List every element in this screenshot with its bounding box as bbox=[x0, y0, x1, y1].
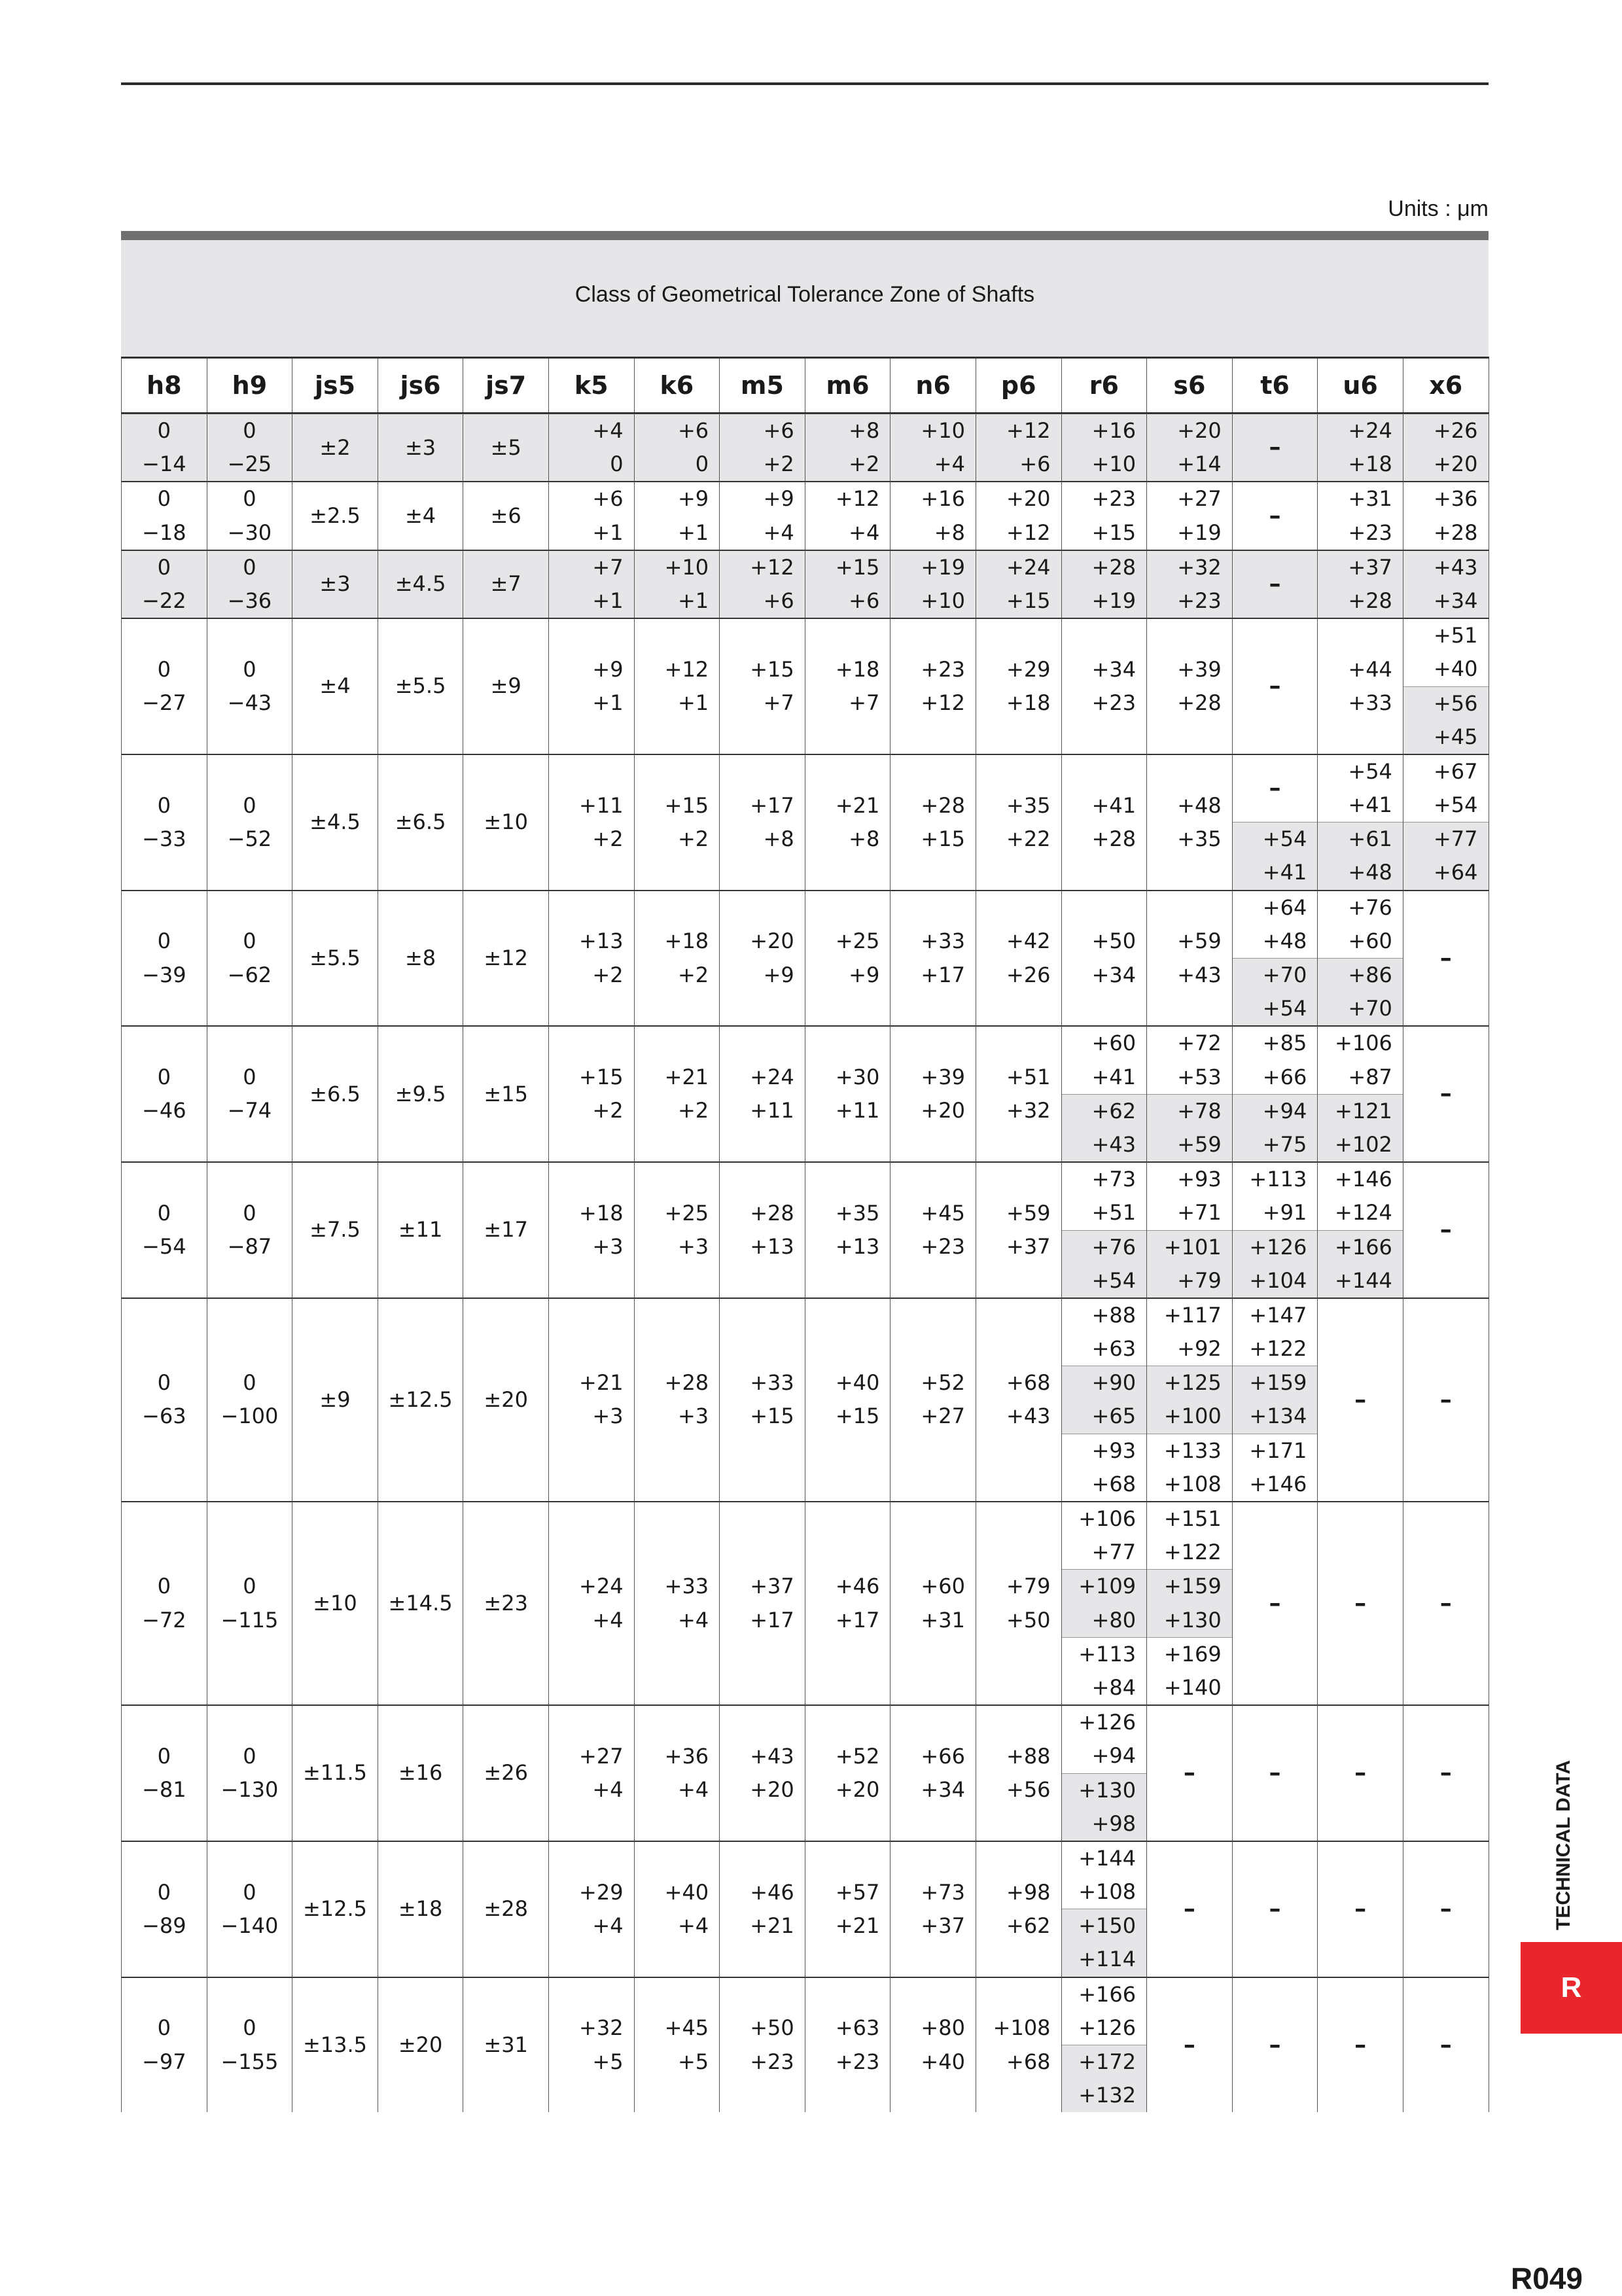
cell-h9: 0 −87 bbox=[207, 1162, 292, 1298]
cell-k5: +7 +1 bbox=[548, 550, 634, 618]
cell-n6: +66 +34 bbox=[890, 1705, 976, 1841]
cell-t6: +159 +134 bbox=[1232, 1366, 1318, 1434]
cell-r6: +34 +23 bbox=[1061, 618, 1147, 754]
cell-n6: +73 +37 bbox=[890, 1841, 976, 1977]
cell-p6: +42 +26 bbox=[976, 891, 1061, 1027]
cell-m5: +6 +2 bbox=[720, 414, 805, 482]
cell-u6: +166 +144 bbox=[1318, 1230, 1403, 1298]
cell-p6: +35 +22 bbox=[976, 754, 1061, 891]
cell-js7: ±15 bbox=[463, 1026, 549, 1162]
cell-m6: +30 +11 bbox=[805, 1026, 890, 1162]
cell-s6: +20 +14 bbox=[1147, 414, 1233, 482]
cell-h8: 0 −89 bbox=[122, 1841, 207, 1977]
header-t6: t6 bbox=[1232, 358, 1318, 414]
cell-h9: 0 −36 bbox=[207, 550, 292, 618]
cell-k5: +32 +5 bbox=[548, 1977, 634, 2113]
cell-n6: +23 +12 bbox=[890, 618, 976, 754]
cell-r6: +144 +108 bbox=[1061, 1841, 1147, 1909]
cell-n6: +52 +27 bbox=[890, 1298, 976, 1502]
cell-js6: ±12.5 bbox=[378, 1298, 463, 1502]
cell-h8: 0 −72 bbox=[122, 1502, 207, 1705]
cell-n6: +16 +8 bbox=[890, 482, 976, 550]
cell-t6: +64 +48 bbox=[1232, 891, 1318, 959]
cell-s6: +78 +59 bbox=[1147, 1094, 1233, 1162]
cell-s6: +93 +71 bbox=[1147, 1162, 1233, 1230]
cell-k6: +10 +1 bbox=[634, 550, 720, 618]
cell-h8: 0 −18 bbox=[122, 482, 207, 550]
cell-m5: +17 +8 bbox=[720, 754, 805, 891]
cell-x6: +51 +40 bbox=[1403, 618, 1489, 686]
cell-m6: +15 +6 bbox=[805, 550, 890, 618]
cell-k5: +9 +1 bbox=[548, 618, 634, 754]
cell-k6: +40 +4 bbox=[634, 1841, 720, 1977]
cell-u6: +146 +124 bbox=[1318, 1162, 1403, 1230]
cell-h8: 0 −14 bbox=[122, 414, 207, 482]
cell-p6: +24 +15 bbox=[976, 550, 1061, 618]
side-label-text: TECHNICAL DATA bbox=[1553, 1760, 1575, 1930]
cell-s6: +133 +108 bbox=[1147, 1434, 1233, 1502]
header-k6: k6 bbox=[634, 358, 720, 414]
cell-k6: +28 +3 bbox=[634, 1298, 720, 1502]
table-title-band bbox=[121, 231, 1489, 357]
cell-t6: – bbox=[1232, 618, 1318, 754]
header-js5: js5 bbox=[292, 358, 378, 414]
cell-r6: +109 +80 bbox=[1061, 1570, 1147, 1637]
cell-js7: ±31 bbox=[463, 1977, 549, 2113]
cell-u6: +44 +33 bbox=[1318, 618, 1403, 754]
cell-t6: – bbox=[1232, 1841, 1318, 1977]
cell-js7: ±28 bbox=[463, 1841, 549, 1977]
cell-r6: +16 +10 bbox=[1061, 414, 1147, 482]
cell-m6: +21 +8 bbox=[805, 754, 890, 891]
cell-r6: +60 +41 bbox=[1061, 1026, 1147, 1094]
tolerance-table bbox=[121, 357, 1489, 2112]
cell-k5: +15 +2 bbox=[548, 1026, 634, 1162]
header-s6: s6 bbox=[1147, 358, 1233, 414]
cell-t6: – bbox=[1232, 414, 1318, 482]
header-m5: m5 bbox=[720, 358, 805, 414]
cell-js5: ±3 bbox=[292, 550, 378, 618]
cell-x6: – bbox=[1403, 1502, 1489, 1705]
cell-m5: +50 +23 bbox=[720, 1977, 805, 2113]
cell-m6: +12 +4 bbox=[805, 482, 890, 550]
cell-u6: +106 +87 bbox=[1318, 1026, 1403, 1094]
top-rule bbox=[121, 82, 1489, 85]
cell-k5: +13 +2 bbox=[548, 891, 634, 1027]
cell-k6: +45 +5 bbox=[634, 1977, 720, 2113]
cell-k6: +15 +2 bbox=[634, 754, 720, 891]
units-label: Units : μm bbox=[1388, 196, 1489, 221]
cell-r6: +166 +126 bbox=[1061, 1977, 1147, 2045]
cell-t6: – bbox=[1232, 482, 1318, 550]
cell-js5: ±2 bbox=[292, 414, 378, 482]
cell-s6: +169 +140 bbox=[1147, 1637, 1233, 1705]
cell-js5: ±4.5 bbox=[292, 754, 378, 891]
cell-r6: +126 +94 bbox=[1061, 1705, 1147, 1773]
cell-t6: – bbox=[1232, 1502, 1318, 1705]
cell-h8: 0 −54 bbox=[122, 1162, 207, 1298]
cell-h8: 0 −22 bbox=[122, 550, 207, 618]
cell-k6: +25 +3 bbox=[634, 1162, 720, 1298]
header-h9: h9 bbox=[207, 358, 292, 414]
cell-r6: +62 +43 bbox=[1061, 1094, 1147, 1162]
cell-n6: +33 +17 bbox=[890, 891, 976, 1027]
cell-h9: 0 −155 bbox=[207, 1977, 292, 2113]
cell-t6: +54 +41 bbox=[1232, 822, 1318, 891]
cell-x6: – bbox=[1403, 1977, 1489, 2113]
cell-js7: ±5 bbox=[463, 414, 549, 482]
cell-r6: +90 +65 bbox=[1061, 1366, 1147, 1434]
cell-m5: +28 +13 bbox=[720, 1162, 805, 1298]
cell-js6: ±4 bbox=[378, 482, 463, 550]
cell-t6: – bbox=[1232, 1705, 1318, 1841]
cell-k5: +27 +4 bbox=[548, 1705, 634, 1841]
cell-js6: ±4.5 bbox=[378, 550, 463, 618]
cell-h9: 0 −115 bbox=[207, 1502, 292, 1705]
cell-k5: +6 +1 bbox=[548, 482, 634, 550]
cell-m6: +35 +13 bbox=[805, 1162, 890, 1298]
cell-x6: +43 +34 bbox=[1403, 550, 1489, 618]
cell-n6: +10 +4 bbox=[890, 414, 976, 482]
cell-h9: 0 −52 bbox=[207, 754, 292, 891]
cell-m5: +33 +15 bbox=[720, 1298, 805, 1502]
cell-u6: +121 +102 bbox=[1318, 1094, 1403, 1162]
cell-x6: +26 +20 bbox=[1403, 414, 1489, 482]
cell-n6: +19 +10 bbox=[890, 550, 976, 618]
cell-js7: ±12 bbox=[463, 891, 549, 1027]
cell-m6: +52 +20 bbox=[805, 1705, 890, 1841]
cell-js7: ±9 bbox=[463, 618, 549, 754]
cell-s6: – bbox=[1147, 1705, 1233, 1841]
cell-r6: +23 +15 bbox=[1061, 482, 1147, 550]
cell-p6: +20 +12 bbox=[976, 482, 1061, 550]
cell-n6: +80 +40 bbox=[890, 1977, 976, 2113]
cell-u6: +76 +60 bbox=[1318, 891, 1403, 959]
cell-n6: +45 +23 bbox=[890, 1162, 976, 1298]
cell-js6: ±20 bbox=[378, 1977, 463, 2113]
cell-s6: +117 +92 bbox=[1147, 1298, 1233, 1366]
cell-k5: +4 0 bbox=[548, 414, 634, 482]
cell-u6: +37 +28 bbox=[1318, 550, 1403, 618]
cell-js6: ±11 bbox=[378, 1162, 463, 1298]
cell-m6: +40 +15 bbox=[805, 1298, 890, 1502]
cell-k6: +18 +2 bbox=[634, 891, 720, 1027]
cell-s6: +125 +100 bbox=[1147, 1366, 1233, 1434]
cell-js5: ±13.5 bbox=[292, 1977, 378, 2113]
cell-p6: +12 +6 bbox=[976, 414, 1061, 482]
cell-r6: +76 +54 bbox=[1061, 1230, 1147, 1298]
cell-t6: – bbox=[1232, 754, 1318, 822]
cell-m5: +43 +20 bbox=[720, 1705, 805, 1841]
cell-u6: +86 +70 bbox=[1318, 959, 1403, 1027]
cell-m5: +9 +4 bbox=[720, 482, 805, 550]
cell-s6: +39 +28 bbox=[1147, 618, 1233, 754]
cell-k6: +12 +1 bbox=[634, 618, 720, 754]
cell-js6: ±3 bbox=[378, 414, 463, 482]
cell-n6: +39 +20 bbox=[890, 1026, 976, 1162]
cell-js5: ±12.5 bbox=[292, 1841, 378, 1977]
cell-t6: +113 +91 bbox=[1232, 1162, 1318, 1230]
cell-m6: +57 +21 bbox=[805, 1841, 890, 1977]
cell-k6: +9 +1 bbox=[634, 482, 720, 550]
header-js7: js7 bbox=[463, 358, 549, 414]
cell-p6: +29 +18 bbox=[976, 618, 1061, 754]
cell-js6: ±14.5 bbox=[378, 1502, 463, 1705]
cell-r6: +28 +19 bbox=[1061, 550, 1147, 618]
cell-k6: +36 +4 bbox=[634, 1705, 720, 1841]
cell-m5: +24 +11 bbox=[720, 1026, 805, 1162]
cell-s6: +27 +19 bbox=[1147, 482, 1233, 550]
cell-m5: +12 +6 bbox=[720, 550, 805, 618]
cell-h9: 0 −74 bbox=[207, 1026, 292, 1162]
cell-u6: – bbox=[1318, 1977, 1403, 2113]
cell-p6: +88 +56 bbox=[976, 1705, 1061, 1841]
cell-k5: +29 +4 bbox=[548, 1841, 634, 1977]
cell-u6: – bbox=[1318, 1705, 1403, 1841]
section-tab[interactable]: R bbox=[1521, 1942, 1622, 2034]
cell-s6: +32 +23 bbox=[1147, 550, 1233, 618]
cell-js5: ±9 bbox=[292, 1298, 378, 1502]
cell-s6: +72 +53 bbox=[1147, 1026, 1233, 1094]
cell-k6: +21 +2 bbox=[634, 1026, 720, 1162]
cell-m6: +8 +2 bbox=[805, 414, 890, 482]
cell-u6: +61 +48 bbox=[1318, 822, 1403, 891]
cell-h8: 0 −33 bbox=[122, 754, 207, 891]
cell-m5: +15 +7 bbox=[720, 618, 805, 754]
header-p6: p6 bbox=[976, 358, 1061, 414]
header-x6: x6 bbox=[1403, 358, 1489, 414]
cell-r6: +41 +28 bbox=[1061, 754, 1147, 891]
cell-r6: +106 +77 bbox=[1061, 1502, 1147, 1570]
cell-r6: +93 +68 bbox=[1061, 1434, 1147, 1502]
cell-k5: +18 +3 bbox=[548, 1162, 634, 1298]
header-u6: u6 bbox=[1318, 358, 1403, 414]
header-h8: h8 bbox=[122, 358, 207, 414]
header-m6: m6 bbox=[805, 358, 890, 414]
cell-u6: – bbox=[1318, 1298, 1403, 1502]
cell-m6: +46 +17 bbox=[805, 1502, 890, 1705]
cell-s6: +59 +43 bbox=[1147, 891, 1233, 1027]
cell-x6: +67 +54 bbox=[1403, 754, 1489, 822]
header-k5: k5 bbox=[548, 358, 634, 414]
cell-h9: 0 −43 bbox=[207, 618, 292, 754]
cell-x6: +36 +28 bbox=[1403, 482, 1489, 550]
cell-x6: – bbox=[1403, 1162, 1489, 1298]
header-js6: js6 bbox=[378, 358, 463, 414]
cell-js5: ±4 bbox=[292, 618, 378, 754]
cell-h9: 0 −100 bbox=[207, 1298, 292, 1502]
cell-t6: – bbox=[1232, 1977, 1318, 2113]
cell-x6: +77 +64 bbox=[1403, 822, 1489, 891]
cell-p6: +51 +32 bbox=[976, 1026, 1061, 1162]
cell-u6: +54 +41 bbox=[1318, 754, 1403, 822]
cell-m5: +20 +9 bbox=[720, 891, 805, 1027]
cell-u6: – bbox=[1318, 1502, 1403, 1705]
header-r6: r6 bbox=[1061, 358, 1147, 414]
cell-x6: – bbox=[1403, 891, 1489, 1027]
cell-t6: +94 +75 bbox=[1232, 1094, 1318, 1162]
cell-t6: – bbox=[1232, 550, 1318, 618]
cell-x6: +56 +45 bbox=[1403, 686, 1489, 754]
cell-k5: +11 +2 bbox=[548, 754, 634, 891]
cell-js6: ±8 bbox=[378, 891, 463, 1027]
side-label bbox=[1538, 1754, 1590, 1937]
cell-r6: +73 +51 bbox=[1061, 1162, 1147, 1230]
cell-js5: ±2.5 bbox=[292, 482, 378, 550]
cell-h8: 0 −81 bbox=[122, 1705, 207, 1841]
cell-k6: +33 +4 bbox=[634, 1502, 720, 1705]
cell-s6: +159 +130 bbox=[1147, 1570, 1233, 1637]
header-row bbox=[122, 358, 1489, 414]
cell-h9: 0 −25 bbox=[207, 414, 292, 482]
cell-k5: +24 +4 bbox=[548, 1502, 634, 1705]
cell-js5: ±10 bbox=[292, 1502, 378, 1705]
cell-js7: ±7 bbox=[463, 550, 549, 618]
page-number: R049 bbox=[1511, 2261, 1583, 2295]
cell-m6: +63 +23 bbox=[805, 1977, 890, 2113]
cell-m6: +25 +9 bbox=[805, 891, 890, 1027]
cell-r6: +150 +114 bbox=[1061, 1909, 1147, 1977]
cell-t6: +147 +122 bbox=[1232, 1298, 1318, 1366]
cell-h8: 0 −27 bbox=[122, 618, 207, 754]
cell-p6: +68 +43 bbox=[976, 1298, 1061, 1502]
cell-h9: 0 −30 bbox=[207, 482, 292, 550]
cell-m5: +37 +17 bbox=[720, 1502, 805, 1705]
cell-s6: – bbox=[1147, 1841, 1233, 1977]
cell-r6: +172 +132 bbox=[1061, 2045, 1147, 2113]
cell-p6: +98 +62 bbox=[976, 1841, 1061, 1977]
cell-m5: +46 +21 bbox=[720, 1841, 805, 1977]
cell-js7: ±23 bbox=[463, 1502, 549, 1705]
cell-t6: +126 +104 bbox=[1232, 1230, 1318, 1298]
cell-s6: +101 +79 bbox=[1147, 1230, 1233, 1298]
cell-js7: ±10 bbox=[463, 754, 549, 891]
cell-u6: +31 +23 bbox=[1318, 482, 1403, 550]
cell-r6: +50 +34 bbox=[1061, 891, 1147, 1027]
cell-x6: – bbox=[1403, 1026, 1489, 1162]
cell-js5: ±6.5 bbox=[292, 1026, 378, 1162]
cell-h8: 0 −39 bbox=[122, 891, 207, 1027]
cell-x6: – bbox=[1403, 1705, 1489, 1841]
cell-js6: ±5.5 bbox=[378, 618, 463, 754]
cell-k5: +21 +3 bbox=[548, 1298, 634, 1502]
cell-h9: 0 −62 bbox=[207, 891, 292, 1027]
cell-js7: ±26 bbox=[463, 1705, 549, 1841]
table-title: Class of Geometrical Tolerance Zone of Shafts bbox=[574, 281, 1035, 307]
cell-h8: 0 −46 bbox=[122, 1026, 207, 1162]
cell-js6: ±6.5 bbox=[378, 754, 463, 891]
cell-js5: ±7.5 bbox=[292, 1162, 378, 1298]
cell-h8: 0 −63 bbox=[122, 1298, 207, 1502]
cell-h8: 0 −97 bbox=[122, 1977, 207, 2113]
cell-r6: +113 +84 bbox=[1061, 1637, 1147, 1705]
cell-x6: – bbox=[1403, 1841, 1489, 1977]
cell-h9: 0 −140 bbox=[207, 1841, 292, 1977]
cell-js5: ±11.5 bbox=[292, 1705, 378, 1841]
cell-js6: ±16 bbox=[378, 1705, 463, 1841]
cell-js6: ±18 bbox=[378, 1841, 463, 1977]
cell-n6: +60 +31 bbox=[890, 1502, 976, 1705]
cell-r6: +88 +63 bbox=[1061, 1298, 1147, 1366]
cell-js7: ±20 bbox=[463, 1298, 549, 1502]
cell-m6: +18 +7 bbox=[805, 618, 890, 754]
cell-p6: +108 +68 bbox=[976, 1977, 1061, 2113]
cell-p6: +59 +37 bbox=[976, 1162, 1061, 1298]
cell-s6: +151 +122 bbox=[1147, 1502, 1233, 1570]
cell-u6: +24 +18 bbox=[1318, 414, 1403, 482]
cell-x6: – bbox=[1403, 1298, 1489, 1502]
cell-js7: ±17 bbox=[463, 1162, 549, 1298]
cell-k6: +6 0 bbox=[634, 414, 720, 482]
cell-js5: ±5.5 bbox=[292, 891, 378, 1027]
cell-js6: ±9.5 bbox=[378, 1026, 463, 1162]
cell-t6: +70 +54 bbox=[1232, 959, 1318, 1027]
cell-u6: – bbox=[1318, 1841, 1403, 1977]
cell-h9: 0 −130 bbox=[207, 1705, 292, 1841]
cell-js7: ±6 bbox=[463, 482, 549, 550]
header-n6: n6 bbox=[890, 358, 976, 414]
cell-p6: +79 +50 bbox=[976, 1502, 1061, 1705]
cell-r6: +130 +98 bbox=[1061, 1773, 1147, 1841]
cell-s6: +48 +35 bbox=[1147, 754, 1233, 891]
cell-s6: – bbox=[1147, 1977, 1233, 2113]
cell-t6: +85 +66 bbox=[1232, 1026, 1318, 1094]
cell-n6: +28 +15 bbox=[890, 754, 976, 891]
cell-t6: +171 +146 bbox=[1232, 1434, 1318, 1502]
